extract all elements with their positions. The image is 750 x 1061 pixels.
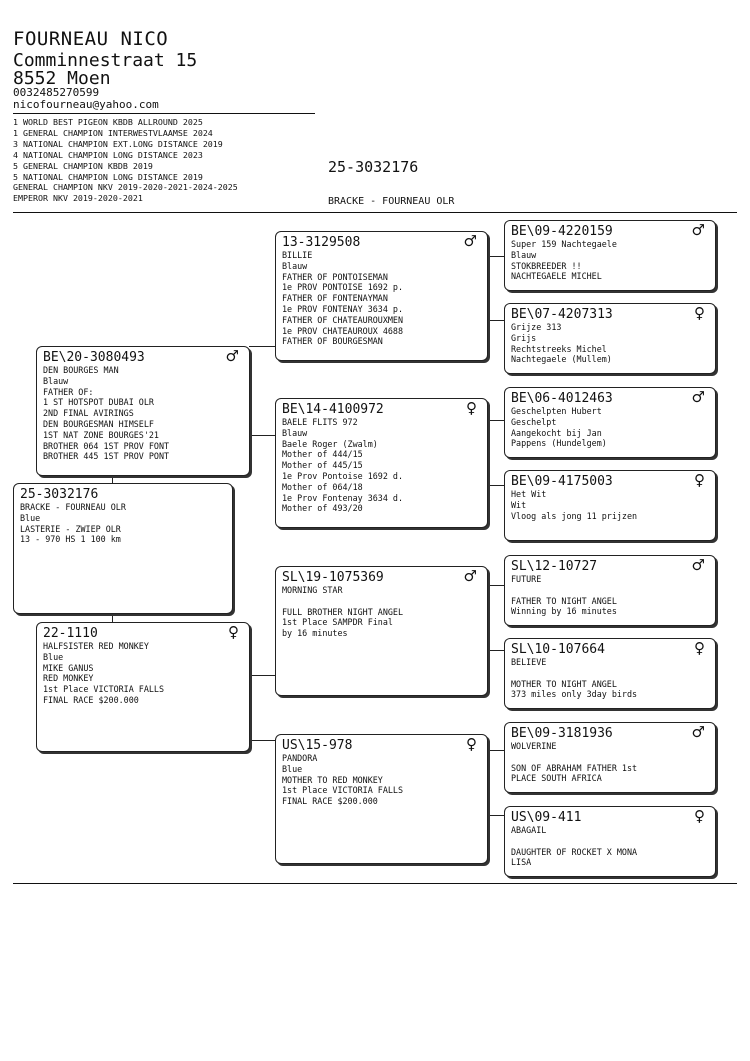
achievement-list <box>13 117 238 204</box>
pigeon-info: RED MONKEY <box>43 673 94 684</box>
ring-number: US\15-978 <box>282 738 353 753</box>
female-icon: ♀ <box>694 471 705 489</box>
connector <box>487 650 504 651</box>
pigeon-info: BROTHER 064 1ST PROV FONT <box>43 440 170 451</box>
pigeon-info: 1st Place VICTORIA FALLS <box>43 684 165 695</box>
pigeon-info: Grijze 313 <box>511 322 562 332</box>
pigeon-info: BRACKE - FOURNEAU OLR <box>20 502 126 512</box>
pigeon-card-sd-dam[interactable] <box>504 470 716 541</box>
pigeon-card-dam[interactable] <box>36 622 250 752</box>
pigeon-info: Geschelpten Hubert <box>511 406 602 416</box>
pigeon-info: FINAL RACE $200.000 <box>43 694 139 705</box>
pigeon-info: LISA <box>511 857 532 868</box>
pigeon-info: BILLIE <box>282 250 313 260</box>
achievement-item: 1 GENERAL CHAMPION INTERWESTVLAAMSE 2024 <box>13 127 213 138</box>
pigeon-card-dd-dam[interactable] <box>504 806 716 877</box>
pigeon-info: FATHER OF BOURGESMAN <box>282 336 383 347</box>
pigeon-info: 1e Prov Pontoise 1692 d. <box>282 470 404 481</box>
pigeon-info: FULL BROTHER NIGHT ANGEL <box>282 606 404 617</box>
pigeon-info: 373 miles only 3day birds <box>511 689 638 700</box>
pigeon-info: HALFSISTER RED MONKEY <box>43 641 149 651</box>
pigeon-info: FATHER TO NIGHT ANGEL <box>511 595 617 606</box>
pigeon-info: PLACE SOUTH AFRICA <box>511 773 602 784</box>
pigeon-card-ds-sire[interactable] <box>504 555 716 626</box>
connector <box>249 675 275 676</box>
pigeon-info: 1st Place SAMPDR Final <box>282 617 393 628</box>
ring-number: 25-3032176 <box>20 487 99 502</box>
pigeon-info: FUTURE <box>511 574 542 584</box>
ring-number: US\09-411 <box>511 810 582 825</box>
pigeon-card-sd-sire[interactable] <box>504 387 716 458</box>
pigeon-info: DEN BOURGES MAN <box>43 365 119 375</box>
connector <box>249 346 275 347</box>
pigeon-info: FATHER OF: <box>43 386 94 397</box>
pigeon-info: 1st Place VICTORIA FALLS <box>282 785 404 796</box>
pigeon-info: 1ST NAT ZONE BOURGES'21 <box>43 429 159 440</box>
pigeon-card-dd-sire[interactable] <box>504 722 716 793</box>
pigeon-info: 2ND FINAL AVIRINGS <box>43 408 134 419</box>
pigeon-info: FINAL RACE $200.000 <box>282 796 378 807</box>
ring-number: 13-3129508 <box>282 235 361 250</box>
pigeon-info <box>282 596 481 607</box>
connector <box>487 420 504 421</box>
pigeon-info: by 16 minutes <box>282 628 348 639</box>
pigeon-info: MIKE GANUS <box>43 662 94 673</box>
pigeon-info <box>511 836 709 847</box>
pigeon-info: Blauw <box>511 249 537 260</box>
pigeon-card-ss-dam[interactable] <box>504 303 716 374</box>
pigeon-info: Nachtegaele (Mullem) <box>511 354 612 365</box>
pigeon-info: Grijs <box>511 332 537 343</box>
breeder-phone: 0032485270599 <box>13 86 100 99</box>
connector <box>112 613 113 622</box>
pigeon-info: BELIEVE <box>511 657 547 667</box>
male-icon: ♂ <box>691 388 705 406</box>
pigeon-info: MOTHER TO RED MONKEY <box>282 774 383 785</box>
pigeon-info: Blauw <box>282 427 308 438</box>
female-icon: ♀ <box>466 735 477 753</box>
connector <box>487 256 504 257</box>
achievement-item: GENERAL CHAMPION NKV 2019-2020-2021-2024-2025 <box>13 182 238 193</box>
pigeon-info: NACHTEGAELE MICHEL <box>511 271 602 282</box>
achievement-item: 3 NATIONAL CHAMPION EXT.LONG DISTANCE 2019 <box>13 138 223 149</box>
pigeon-info: LASTERIE - ZWIEP OLR <box>20 523 121 534</box>
female-icon: ♀ <box>694 304 705 322</box>
pigeon-info <box>511 585 709 596</box>
pigeon-info: WOLVERINE <box>511 741 557 751</box>
pigeon-info: Winning by 16 minutes <box>511 606 617 617</box>
pigeon-info: Blue <box>43 651 64 662</box>
pigeon-info: STOKBREEDER !! <box>511 260 582 271</box>
male-icon: ♂ <box>691 221 705 239</box>
pigeon-card-ss-sire[interactable] <box>504 220 716 291</box>
pigeon-info: Blauw <box>282 260 308 271</box>
bottom-rule <box>13 883 737 884</box>
male-icon: ♂ <box>463 232 477 250</box>
ring-number: BE\09-4220159 <box>511 224 613 239</box>
pigeon-card-sire-dam[interactable] <box>275 398 488 528</box>
main-owner: BRACKE - FOURNEAU OLR <box>328 196 455 207</box>
breeder-name: FOURNEAU NICO <box>13 28 169 50</box>
ring-number: SL\10-107664 <box>511 642 605 657</box>
pigeon-info: Vloog als jong 11 prijzen <box>511 510 638 521</box>
pigeon-info: FATHER OF CHATEAUROUXMEN <box>282 314 404 325</box>
pigeon-info: BROTHER 445 1ST PROV PONT <box>43 451 170 462</box>
pigeon-info: 1e PROV FONTENAY 3634 p. <box>282 303 404 314</box>
female-icon: ♀ <box>694 807 705 825</box>
pigeon-info: Wit <box>511 499 527 510</box>
connector <box>487 815 504 816</box>
pigeon-info: SON OF ABRAHAM FATHER 1st <box>511 762 638 773</box>
ring-number: BE\14-4100972 <box>282 402 384 417</box>
connector <box>487 585 504 586</box>
pigeon-card-sire-sire[interactable] <box>275 231 488 361</box>
pigeon-card-subject[interactable] <box>13 483 233 614</box>
connector <box>487 485 504 486</box>
ring-number: BE\07-4207313 <box>511 307 613 322</box>
pigeon-info: Aangekocht bij Jan <box>511 427 602 438</box>
pigeon-info: 1e Prov Fontenay 3634 d. <box>282 492 404 503</box>
male-icon: ♂ <box>225 347 239 365</box>
pigeon-info: ABAGAIL <box>511 825 547 835</box>
breeder-email[interactable]: nicofourneau@yahoo.com <box>13 98 159 111</box>
pigeon-info: BAELE FLITS 972 <box>282 417 358 427</box>
connector <box>487 320 504 321</box>
male-icon: ♂ <box>463 567 477 585</box>
main-ring-number: 25-3032176 <box>328 158 419 176</box>
pigeon-info <box>511 752 709 763</box>
pigeon-info: Baele Roger (Zwalm) <box>282 438 378 449</box>
pigeon-card-ds-dam[interactable] <box>504 638 716 709</box>
pigeon-info: Mother of 444/15 <box>282 449 363 460</box>
achievement-item: 4 NATIONAL CHAMPION LONG DISTANCE 2023 <box>13 149 203 160</box>
female-icon: ♀ <box>694 639 705 657</box>
breeder-street: Comminnestraat 15 <box>13 50 198 71</box>
pigeon-info: 1e PROV PONTOISE 1692 p. <box>282 282 404 293</box>
ring-number: BE\20-3080493 <box>43 350 145 365</box>
pigeon-card-sire[interactable] <box>36 346 250 476</box>
header-divider <box>13 113 315 114</box>
ring-number: BE\09-3181936 <box>511 726 613 741</box>
pigeon-info: DEN BOURGESMAN HIMSELF <box>43 418 154 429</box>
pigeon-info: Pappens (Hundelgem) <box>511 438 607 449</box>
pigeon-info: 1 ST HOTSPOT DUBAI OLR <box>43 397 154 408</box>
achievement-item: 5 GENERAL CHAMPION KBDB 2019 <box>13 160 153 171</box>
achievement-item: 5 NATIONAL CHAMPION LONG DISTANCE 2019 <box>13 171 203 182</box>
ring-number: BE\09-4175003 <box>511 474 613 489</box>
pigeon-info: Blue <box>282 763 303 774</box>
male-icon: ♂ <box>691 556 705 574</box>
pigeon-info: DAUGHTER OF ROCKET X MONA <box>511 846 638 857</box>
pigeon-card-dam-sire[interactable] <box>275 566 488 696</box>
pigeon-info: 1e PROV CHATEAUROUX 4688 <box>282 325 404 336</box>
breeder-city: 8552 Moen <box>13 68 111 89</box>
pigeon-info: Het Wit <box>511 489 547 499</box>
pigeon-info: PANDORA <box>282 753 318 763</box>
pigeon-info: Geschelpt <box>511 416 557 427</box>
achievement-item: EMPEROR NKV 2019-2020-2021 <box>13 193 143 204</box>
pigeon-info: MORNING STAR <box>282 585 343 595</box>
pigeon-info: Super 159 Nachtegaele <box>511 239 617 249</box>
ring-number: SL\12-10727 <box>511 559 598 574</box>
ring-number: BE\06-4012463 <box>511 391 613 406</box>
connector <box>487 750 504 751</box>
male-icon: ♂ <box>691 723 705 741</box>
pigeon-info: Rechtstreeks Michel <box>511 343 607 354</box>
connector <box>249 435 275 436</box>
pigeon-info: FATHER OF PONTOISEMAN <box>282 271 388 282</box>
top-rule <box>13 212 737 213</box>
pigeon-info <box>511 668 709 679</box>
pigeon-card-dam-dam[interactable] <box>275 734 488 864</box>
ring-number: SL\19-1075369 <box>282 570 384 585</box>
connector <box>249 740 275 741</box>
pigeon-info: 13 - 970 HS 1 100 km <box>20 534 121 545</box>
pigeon-info: MOTHER TO NIGHT ANGEL <box>511 678 617 689</box>
pigeon-info: Mother of 493/20 <box>282 503 363 514</box>
pigeon-info: FATHER OF FONTENAYMAN <box>282 293 388 304</box>
female-icon: ♀ <box>466 399 477 417</box>
pigeon-info: Mother of 445/15 <box>282 460 363 471</box>
ring-number: 22-1110 <box>43 626 98 641</box>
female-icon: ♀ <box>228 623 239 641</box>
pigeon-info: Blauw <box>43 375 69 386</box>
pigeon-info: Blue <box>20 512 41 523</box>
pigeon-info: Mother of 064/18 <box>282 481 363 492</box>
achievement-item: 1 WORLD BEST PIGEON KBDB ALLROUND 2025 <box>13 117 203 127</box>
